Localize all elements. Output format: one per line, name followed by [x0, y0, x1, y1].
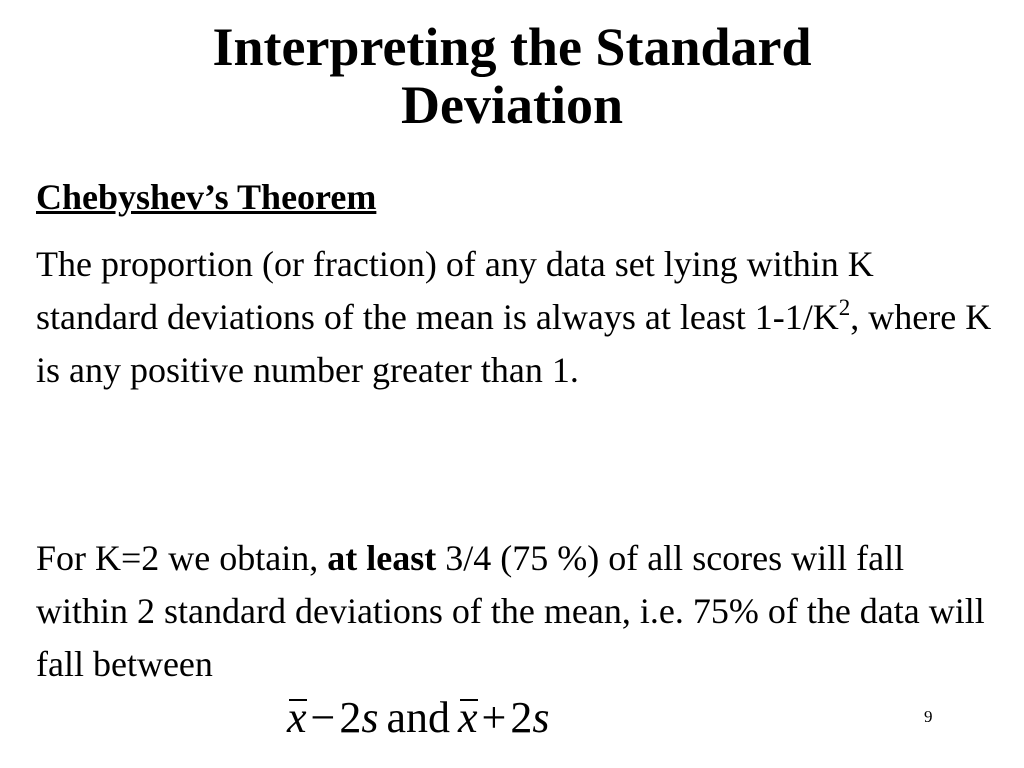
example-text-start: For K=2 we obtain, [36, 538, 328, 578]
slide-title [0, 18, 1024, 134]
formula [287, 690, 550, 746]
theorem-paragraph [36, 238, 996, 397]
example-paragraph [36, 532, 996, 691]
title-line-1: Interpreting the Standard [212, 17, 812, 77]
example-text-end: 3/4 (75 %) of all scores will fall within 2 standard deviations of the mean, i.e. 75% of the data will fall between [36, 538, 985, 684]
theorem-text: The proportion (or fraction) of any data set lying within K standard deviations of the mean is always at least 1-1/K [36, 244, 874, 337]
theorem-text-end: , where K is any positive number greater than 1. [36, 297, 992, 390]
section-heading: Chebyshev’s Theorem [36, 177, 377, 217]
x-bar-symbol: x [287, 690, 307, 746]
title-line-2: Deviation [401, 75, 623, 135]
s-symbol: s [361, 693, 379, 742]
exponent: 2 [838, 295, 851, 320]
minus-sign: − [310, 693, 336, 742]
page-number: 9 [924, 707, 933, 726]
emphasis-at-least: at least [327, 538, 437, 578]
plus-sign: + [481, 693, 507, 742]
x-bar-symbol: x [458, 690, 478, 746]
coefficient: 2 [510, 693, 533, 742]
and-word: and [386, 693, 451, 742]
s-symbol: s [532, 693, 550, 742]
coefficient: 2 [339, 693, 362, 742]
